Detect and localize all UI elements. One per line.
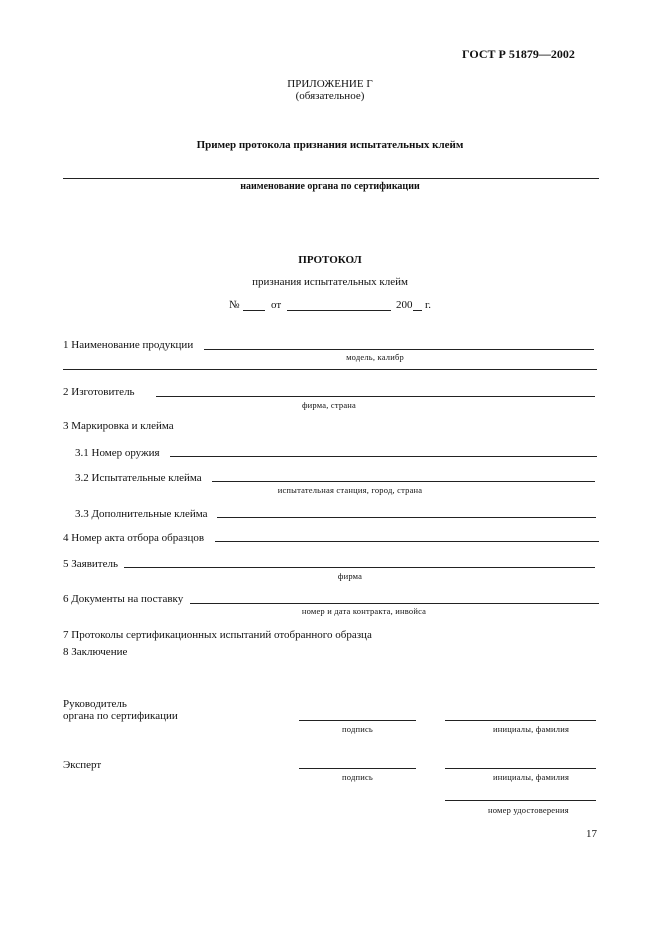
test-marks-field[interactable] [212,481,595,482]
product-name-field-2[interactable] [63,369,597,370]
example-title: Пример протокола признания испытательных клейм [196,139,464,151]
test-marks-caption: испытательная станция, город, страна [277,485,423,495]
org-name-caption: наименование органа по сертификации [240,181,420,192]
expert-signature-field[interactable] [299,768,416,769]
item-2-label: 2 Изготовитель [63,386,135,398]
item-3-3-label: 3.3 Дополнительные клейма [75,508,208,520]
expert-name-caption: инициалы, фамилия [493,772,570,782]
item-4-label: 4 Номер акта отбора образцов [63,532,205,544]
protocol-title: ПРОТОКОЛ [298,254,362,266]
manufacturer-field[interactable] [156,396,595,397]
protocol-date-field[interactable] [287,310,391,311]
expert-label: Эксперт [63,759,102,771]
protocol-subtitle: признания испытательных клейм [252,276,408,288]
item-1-label: 1 Наименование продукции [63,339,194,351]
head-name-field[interactable] [445,720,596,721]
protocol-date-label: от [271,299,282,311]
item-5-label: 5 Заявитель [63,558,118,570]
product-name-caption: модель, калибр [346,352,404,362]
page-number: 17 [586,828,597,840]
item-3-1-label: 3.1 Номер оружия [75,447,160,459]
delivery-docs-field[interactable] [190,603,599,604]
sampling-act-field[interactable] [215,541,599,542]
item-8-label: 8 Заключение [63,646,128,658]
head-label-line1: Руководитель [63,698,127,710]
head-signature-field[interactable] [299,720,416,721]
certificate-number-caption: номер удостоверения [488,805,569,815]
appendix-title: ПРИЛОЖЕНИЕ Г [287,78,373,90]
org-name-line[interactable] [63,178,599,179]
expert-signature-caption: подпись [341,772,374,782]
head-name-caption: инициалы, фамилия [493,724,570,734]
protocol-number-label: № [229,299,240,311]
manufacturer-caption: фирма, страна [301,400,357,410]
item-6-label: 6 Документы на поставку [63,593,184,605]
expert-name-field[interactable] [445,768,596,769]
product-name-field[interactable] [204,349,594,350]
protocol-year-prefix: 200 [396,299,413,311]
delivery-docs-caption: номер и дата контракта, инвойса [301,606,427,616]
head-signature-caption: подпись [341,724,374,734]
item-7-label: 7 Протоколы сертификационных испытаний отобранного образца [63,629,372,641]
weapon-number-field[interactable] [170,456,597,457]
item-3-2-label: 3.2 Испытательные клейма [75,472,202,484]
applicant-field[interactable] [124,567,595,568]
protocol-number-field[interactable] [243,310,265,311]
additional-marks-field[interactable] [217,517,596,518]
protocol-year-suffix: г. [425,299,432,311]
protocol-year-field[interactable] [413,310,422,311]
appendix-status: (обязательное) [295,90,365,102]
applicant-caption: фирма [337,571,363,581]
certificate-number-field[interactable] [445,800,596,801]
head-label-line2: органа по сертификации [63,710,178,722]
standard-number: ГОСТ Р 51879—2002 [462,47,575,61]
item-3-label: 3 Маркировка и клейма [63,420,174,432]
